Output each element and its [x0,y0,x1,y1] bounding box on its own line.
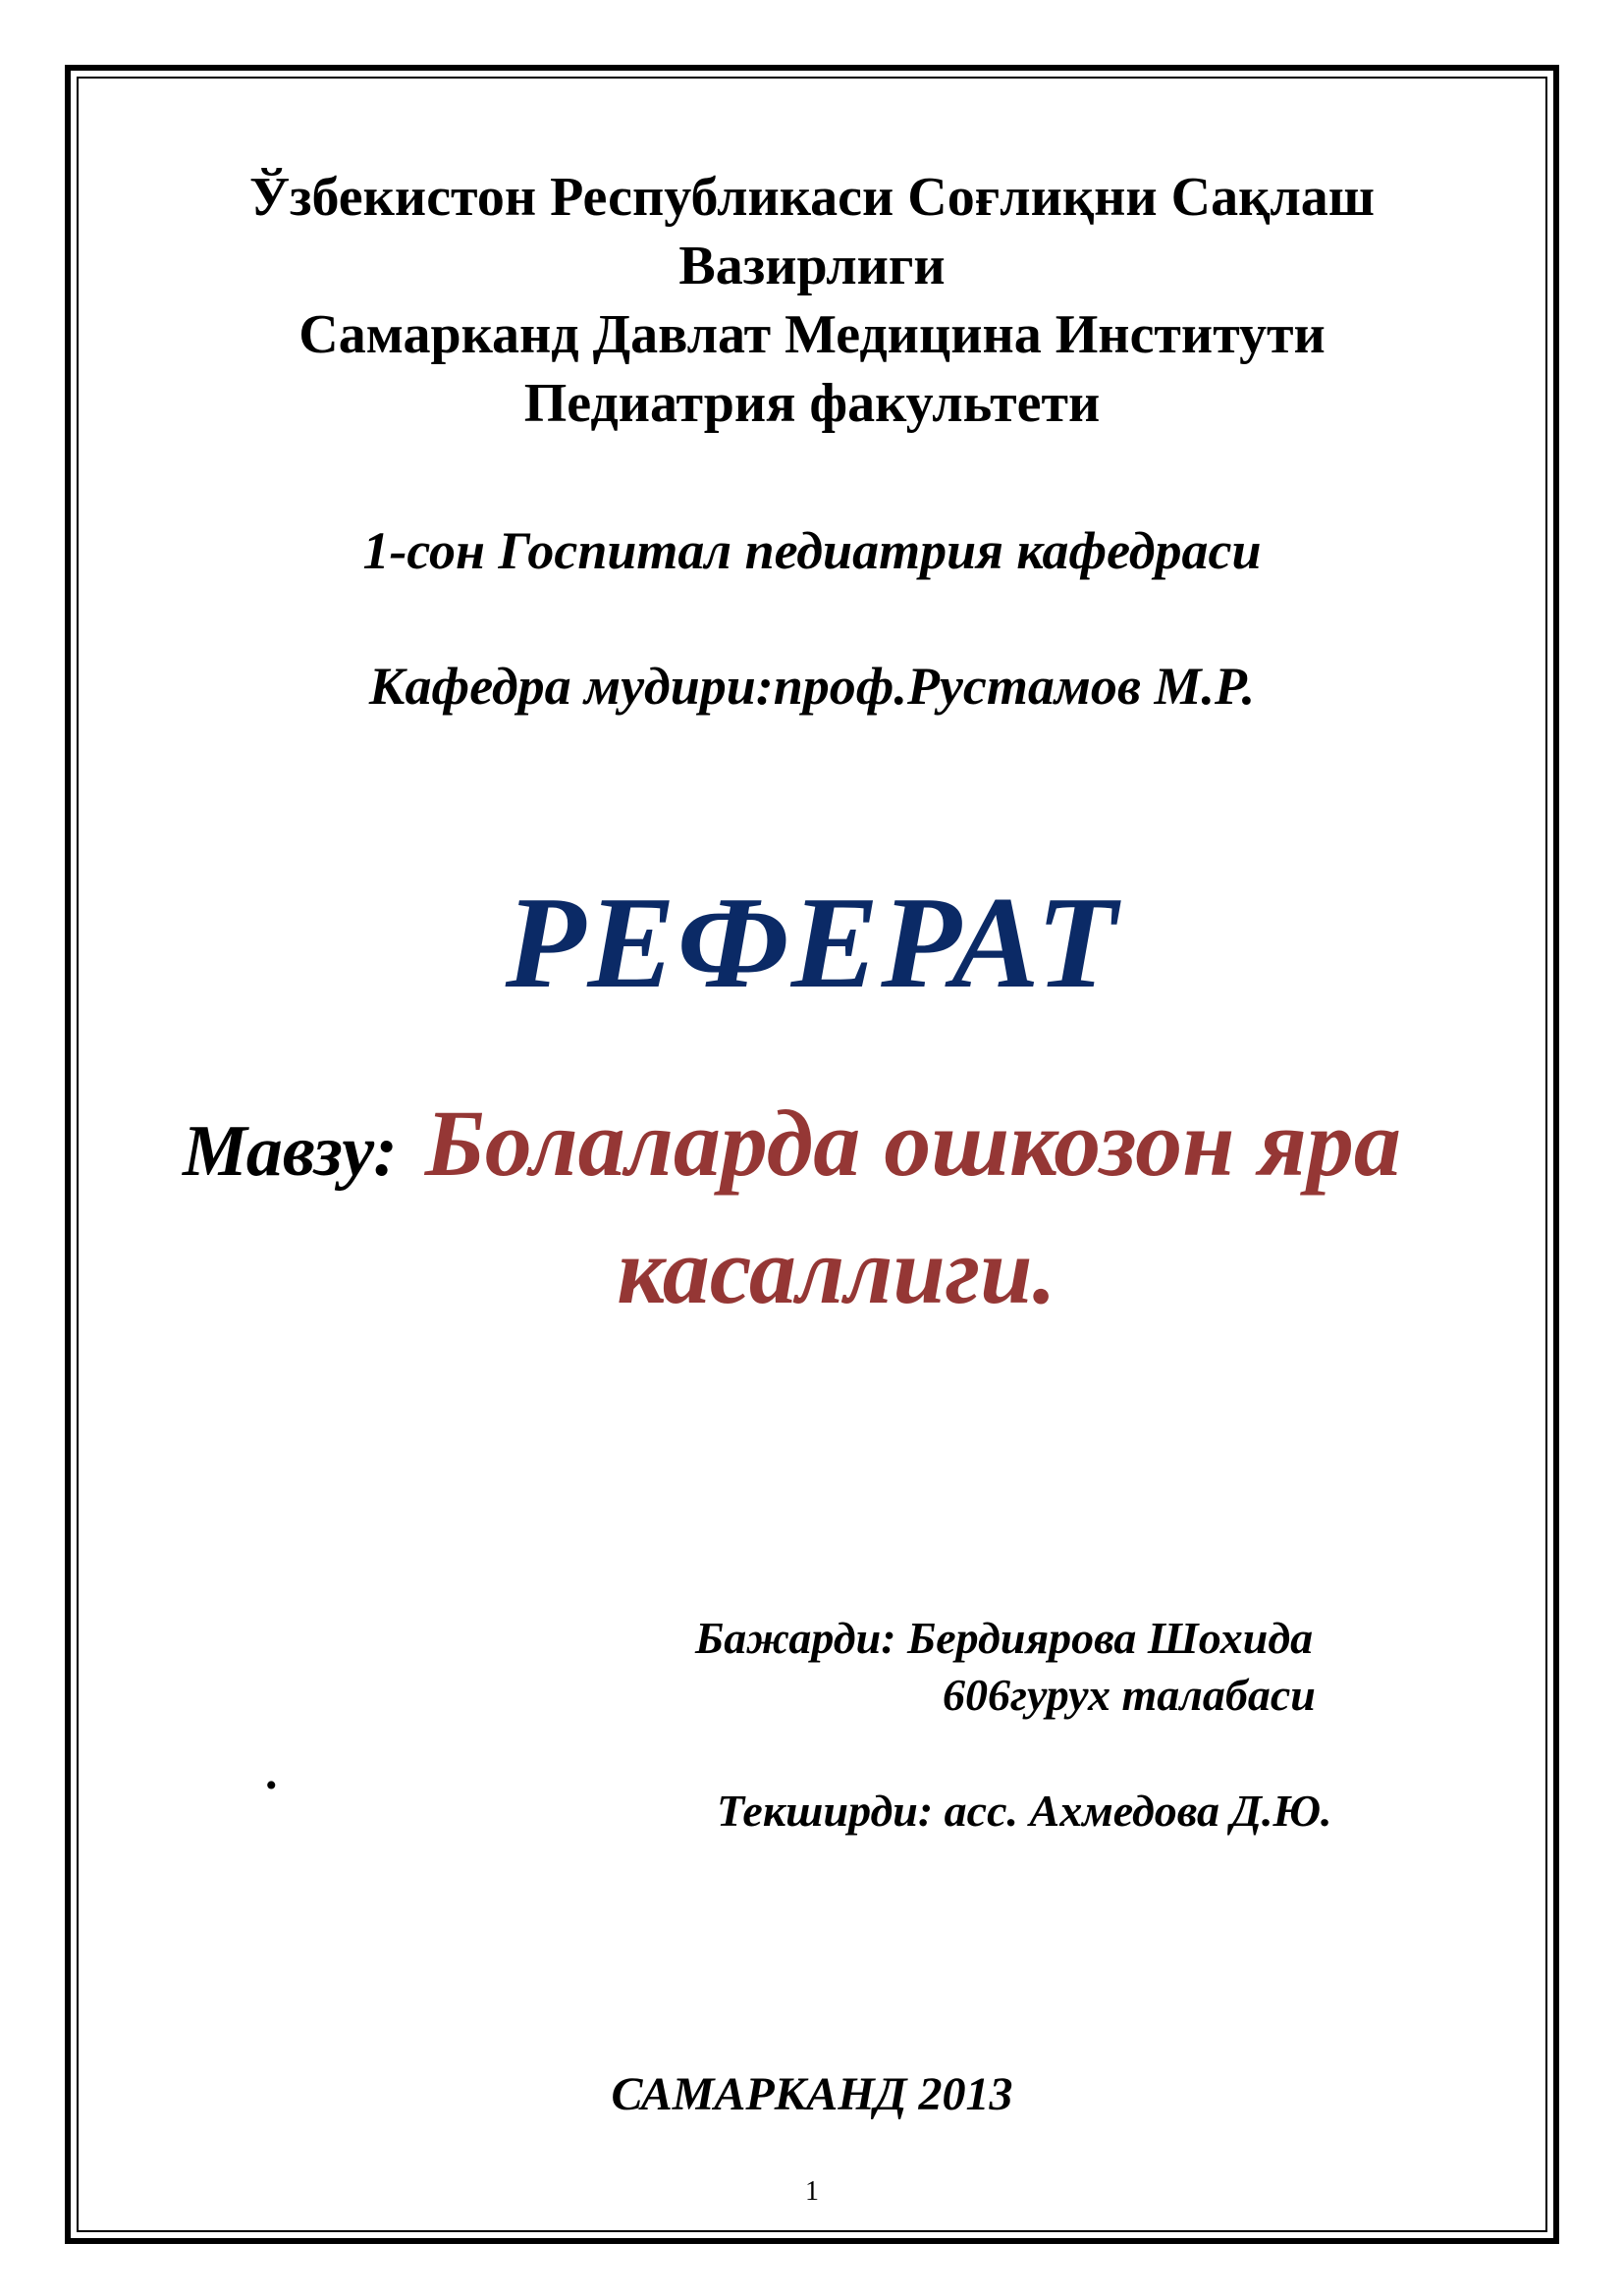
checked-by: Текширди: асс. Ахмедова Д.Ю. [717,1786,1332,1836]
topic-title-part-2: касаллиги. [617,1218,1056,1323]
page-number: 1 [805,2176,819,2207]
department-name: 1-сон Госпитал педиатрия кафедраси [362,521,1262,580]
performed-by: Бажарди: Бердиярова Шохида [695,1613,1314,1663]
faculty-name: Педиатрия факультети [523,373,1101,434]
ministry-line-2: Вазирлиги [678,236,946,296]
institute-name: Самарканд Давлат Медицина Институти [298,304,1326,365]
document-type-title: РЕФЕРАТ [505,870,1119,1015]
head-of-department: Кафедра мудири:проф.Рустамов М.Р. [368,657,1256,716]
topic-label: Мавзу: [183,1111,398,1192]
stray-dot: . [265,1744,278,1799]
city-year: САМАРКАНД 2013 [611,2068,1013,2120]
student-group: 606гурух талабаси [943,1670,1316,1720]
topic-line-1 [183,1090,1498,1225]
ministry-header [0,163,1624,438]
ministry-line-1: Ўзбекистон Республикаси Соғлиқни Сақлаш [248,167,1376,228]
topic-title-part-1: Болаларда ошкозон яра [424,1091,1401,1196]
